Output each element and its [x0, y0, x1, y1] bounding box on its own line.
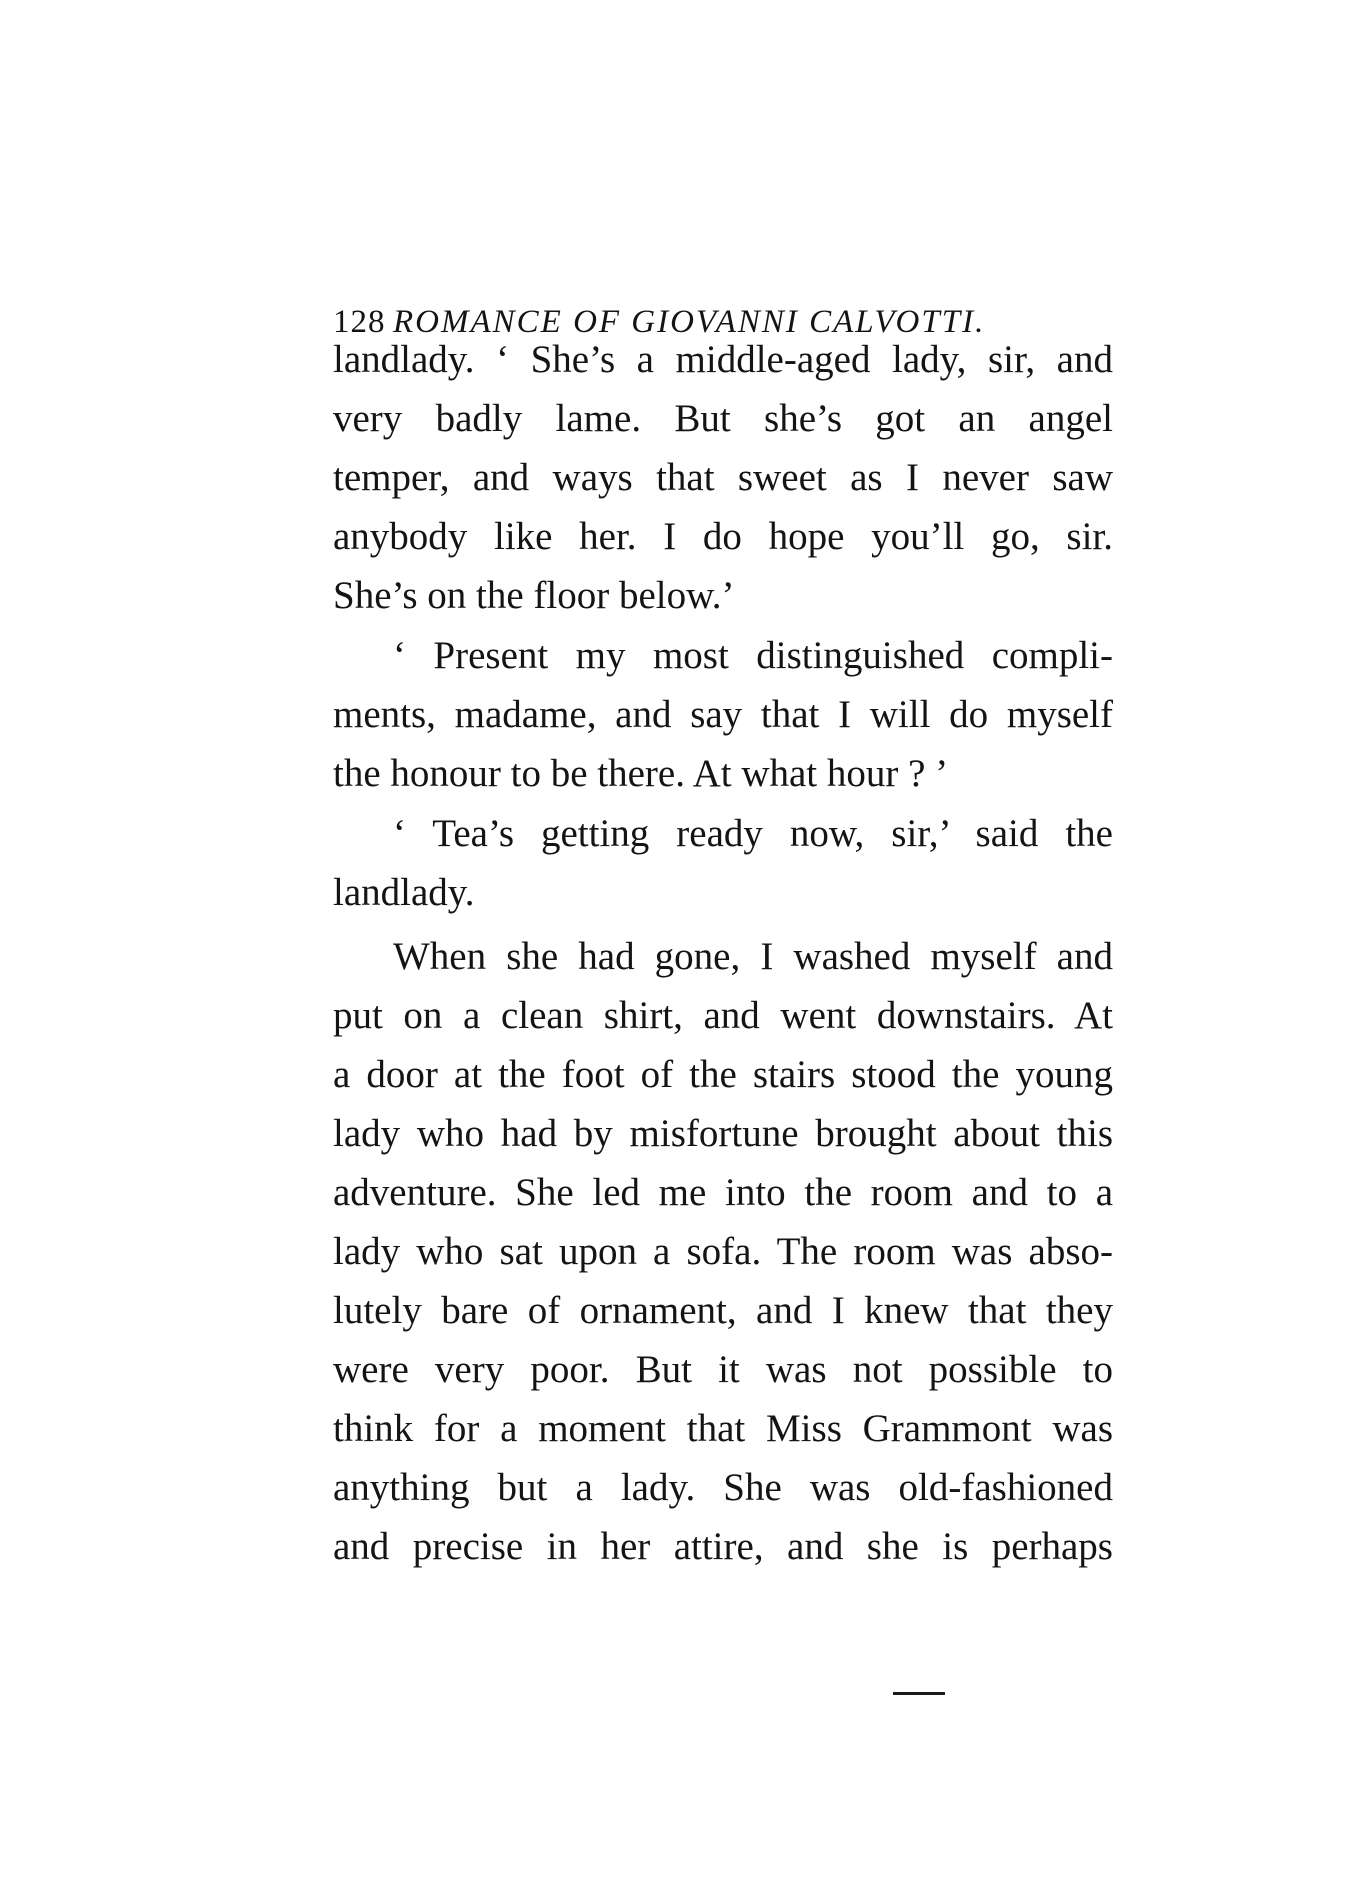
- text-line: anybody like her. I do hope you’ll go, sir.: [333, 515, 1113, 558]
- body-text: [333, 330, 1113, 1576]
- text-line: a door at the foot of the stairs stood the young: [333, 1053, 1113, 1096]
- running-title: ROMANCE OF GIOVANNI CALVOTTI.: [393, 304, 986, 340]
- text-line: ‘ Tea’s getting ready now, sir,’ said the: [393, 812, 1113, 855]
- page-number: 128: [333, 304, 386, 340]
- text-line: ‘ Present my most distinguished compli-: [393, 634, 1113, 677]
- text-line: and precise in her attire, and she is perhaps: [333, 1525, 1113, 1568]
- text-line: landlady. ‘ She’s a middle-aged lady, sir, and: [333, 338, 1113, 381]
- text-line: very badly lame. But she’s got an angel: [333, 397, 1113, 440]
- text-line: lady who sat upon a sofa. The room was abso-: [333, 1230, 1113, 1273]
- text-line: lady who had by misfortune brought about this: [333, 1112, 1113, 1155]
- text-line: temper, and ways that sweet as I never saw: [333, 456, 1113, 499]
- text-line: think for a moment that Miss Grammont was: [333, 1407, 1113, 1450]
- page-end-rule: [893, 1692, 945, 1695]
- text-line: She’s on the floor below.’: [333, 574, 735, 617]
- text-line: the honour to be there. At what hour ? ’: [333, 752, 949, 795]
- text-line: put on a clean shirt, and went downstairs. At: [333, 994, 1113, 1037]
- text-line: were very poor. But it was not possible to: [333, 1348, 1113, 1391]
- text-line: ments, madame, and say that I will do myself: [333, 693, 1113, 736]
- text-line: anything but a lady. She was old-fashioned: [333, 1466, 1113, 1509]
- text-line: lutely bare of ornament, and I knew that they: [333, 1289, 1113, 1332]
- text-line: landlady.: [333, 871, 475, 914]
- text-line: When she had gone, I washed myself and: [393, 935, 1113, 978]
- text-line: adventure. She led me into the room and to a: [333, 1171, 1113, 1214]
